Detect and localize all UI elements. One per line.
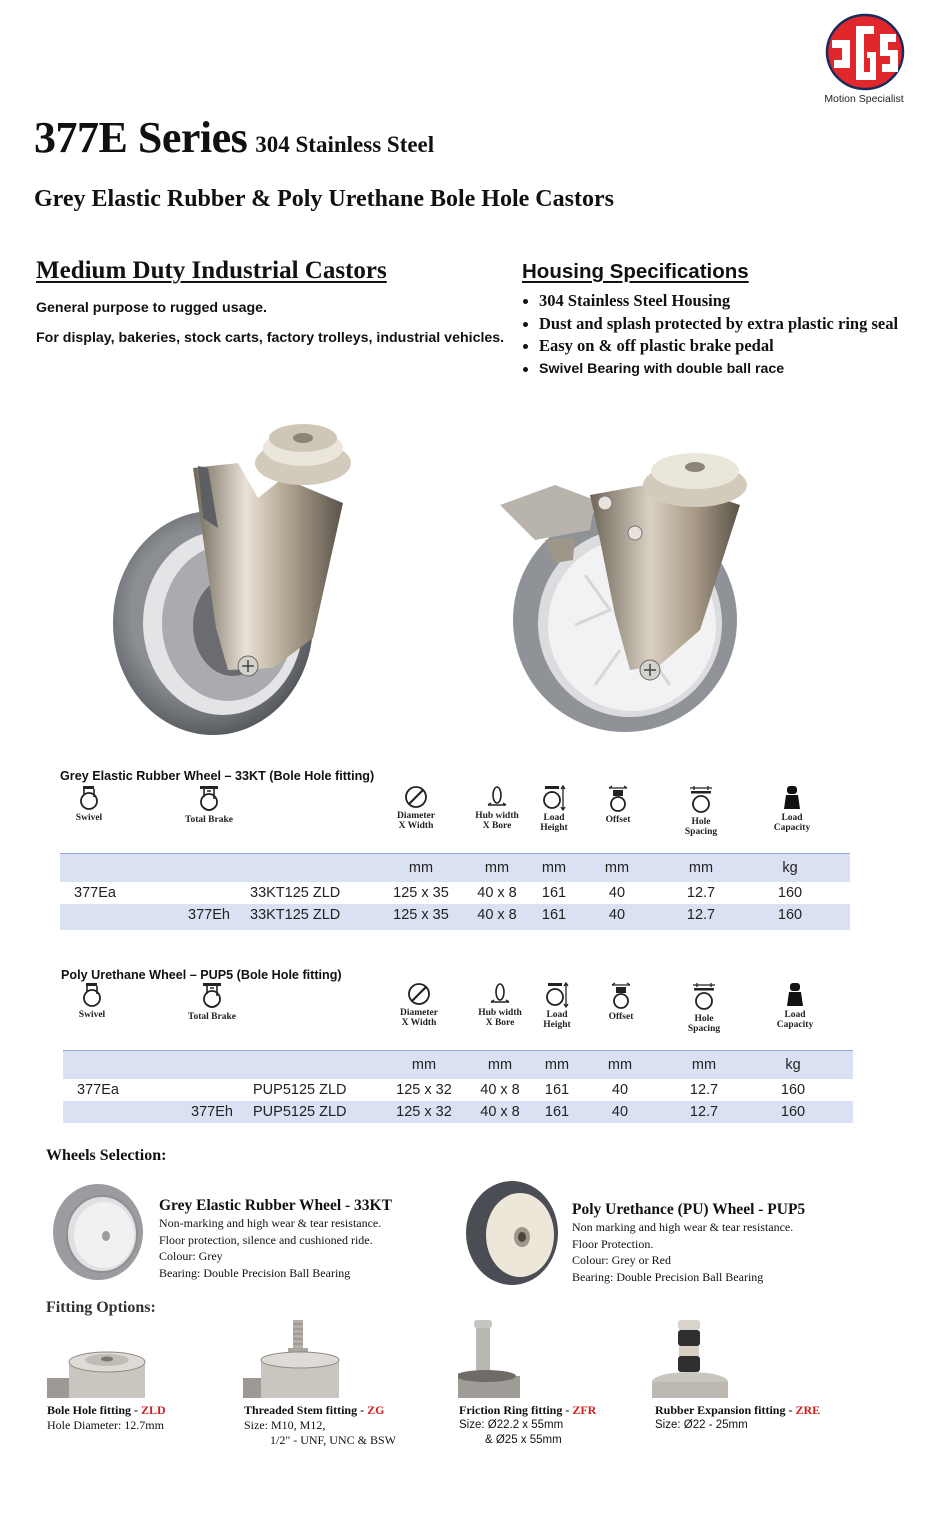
- col-header-load-capacity: Load Capacity: [768, 785, 816, 833]
- housing-heading: Housing Specifications: [522, 260, 749, 283]
- fitting-card-zld: [47, 1403, 166, 1433]
- rubber-expansion-fitting-image: [652, 1318, 728, 1398]
- cell-hole: 12.7: [689, 1082, 719, 1098]
- spec-table-pup5: [63, 982, 853, 1123]
- fitting-title: Threaded Stem fitting - ZG: [244, 1403, 385, 1417]
- unit-hub: mm: [487, 1057, 513, 1073]
- load-height-icon: [545, 982, 569, 1008]
- table-title: Grey Elastic Rubber Wheel – 33KT (Bole Hole fitting): [60, 769, 375, 783]
- col-header-swivel: Swivel: [70, 785, 108, 823]
- cell-hub: 40 x 8: [477, 907, 517, 923]
- series-material: 304 Stainless Steel: [255, 132, 435, 157]
- col-header-load-height: Load Height: [539, 982, 575, 1030]
- col-header-hub: Hub width X Bore: [473, 982, 527, 1028]
- wheel-title: Grey Elastic Rubber Wheel - 33KT: [159, 1197, 392, 1214]
- wheel-bearing: Bearing: Double Precision Ball Bearing: [159, 1265, 351, 1280]
- table-icon-header: [60, 785, 850, 853]
- col-header-hub: Hub width X Bore: [470, 785, 524, 831]
- cell-hub: 40 x 8: [480, 1082, 520, 1098]
- total-brake-caster-image: [495, 445, 760, 735]
- col-header-diameter: Diameter X Width: [390, 785, 442, 831]
- hub-width-icon: [488, 982, 512, 1006]
- unit-load-height: mm: [544, 1057, 570, 1073]
- wheel-desc: Floor Protection.: [572, 1236, 654, 1251]
- intro-line: General purpose to rugged usage.: [36, 300, 267, 316]
- units-row: [63, 1050, 853, 1079]
- fitting-size: Hole Diameter: 12.7mm: [47, 1418, 164, 1432]
- col-header-hole-spacing: Hole Spacing: [678, 785, 724, 837]
- intro-heading: Medium Duty Industrial Castors: [36, 257, 387, 284]
- col-header-total-brake: Total Brake: [181, 982, 243, 1022]
- housing-spec-item: Easy on & off plastic brake pedal: [520, 335, 898, 358]
- cell-capacity: 160: [780, 1082, 806, 1098]
- unit-offset: mm: [604, 860, 630, 876]
- fitting-size: Size: Ø22.2 x 55mm: [459, 1419, 564, 1431]
- intro-line: For display, bakeries, stock carts, factory trolleys, industrial vehicles.: [36, 330, 505, 346]
- series-name: 377E Series: [34, 113, 248, 162]
- unit-load-height: mm: [541, 860, 567, 876]
- unit-capacity: kg: [785, 1057, 801, 1073]
- cell-hole: 12.7: [686, 907, 716, 923]
- logo-tagline: Motion Specialist: [824, 93, 904, 105]
- cell-offset: 40: [608, 907, 626, 923]
- cell-hole: 12.7: [689, 1104, 719, 1120]
- wheel-colour: Colour: Grey or Red: [572, 1253, 671, 1267]
- wheel-bearing: Bearing: Double Precision Ball Bearing: [572, 1269, 764, 1284]
- hole-spacing-icon: [689, 982, 719, 1012]
- load-height-icon: [542, 785, 566, 811]
- cell-wheel: 33KT125 ZLD: [250, 907, 341, 923]
- col-header-load-capacity: Load Capacity: [771, 982, 819, 1030]
- hole-spacing-icon: [686, 785, 716, 815]
- total-brake-icon: [197, 785, 221, 813]
- fitting-title: Friction Ring fitting - ZFR: [459, 1403, 597, 1417]
- cell-hole: 12.7: [686, 885, 716, 901]
- col-header-swivel: Swivel: [73, 982, 111, 1020]
- housing-spec-item: 304 Stainless Steel Housing: [520, 290, 898, 313]
- unit-capacity: kg: [782, 860, 798, 876]
- cell-brake: 377Eh: [188, 907, 230, 923]
- pu-wheel-image: [462, 1177, 566, 1289]
- wheel-card-33kt: [159, 1197, 392, 1281]
- cell-wheel: PUP5125 ZLD: [253, 1082, 347, 1098]
- cell-swivel: 377Ea: [77, 1082, 119, 1098]
- housing-spec-item: Dust and splash protected by extra plastic ring seal: [520, 313, 898, 336]
- fitting-size: & Ø25 x 55mm: [485, 1434, 562, 1446]
- unit-offset: mm: [607, 1057, 633, 1073]
- fitting-title: Rubber Expansion fitting - ZRE: [655, 1403, 821, 1417]
- hub-width-icon: [485, 785, 509, 809]
- fitting-size: Size: Ø22 - 25mm: [655, 1419, 748, 1431]
- unit-hole: mm: [688, 860, 714, 876]
- cell-diameter: 125 x 32: [396, 1104, 452, 1120]
- fitting-options-heading: Fitting Options:: [46, 1299, 156, 1316]
- col-header-offset: Offset: [603, 982, 639, 1022]
- threaded-stem-fitting-image: [243, 1320, 351, 1398]
- cell-diameter: 125 x 35: [393, 907, 449, 923]
- cell-offset: 40: [608, 885, 626, 901]
- cell-hub: 40 x 8: [480, 1104, 520, 1120]
- diameter-icon: [407, 982, 431, 1006]
- friction-ring-fitting-image: [458, 1318, 520, 1398]
- weight-icon: [784, 982, 806, 1008]
- table-row: [60, 882, 850, 904]
- fitting-code: ZRE: [795, 1403, 821, 1417]
- weight-icon: [781, 785, 803, 811]
- col-header-offset: Offset: [600, 785, 636, 825]
- page-subtitle: Grey Elastic Rubber & Poly Urethane Bole Hole Castors: [34, 186, 614, 212]
- cell-diameter: 125 x 32: [396, 1082, 452, 1098]
- unit-diameter: mm: [408, 860, 434, 876]
- table-row: [63, 1079, 853, 1101]
- swivel-icon: [78, 785, 100, 811]
- cell-capacity: 160: [780, 1104, 806, 1120]
- fitting-card-zre: [655, 1403, 820, 1433]
- cell-load-height: 161: [544, 1082, 570, 1098]
- fitting-card-zg: [244, 1403, 396, 1448]
- table-icon-header: [63, 982, 853, 1050]
- col-header-total-brake: Total Brake: [178, 785, 240, 825]
- cell-swivel: 377Ea: [74, 885, 116, 901]
- spec-table-33kt: [60, 785, 850, 930]
- cell-capacity: 160: [777, 885, 803, 901]
- cell-capacity: 160: [777, 907, 803, 923]
- cell-load-height: 161: [541, 885, 567, 901]
- col-header-diameter: Diameter X Width: [393, 982, 445, 1028]
- fitting-code: ZG: [367, 1403, 385, 1417]
- fitting-code: ZFR: [572, 1403, 597, 1417]
- cell-diameter: 125 x 35: [393, 885, 449, 901]
- housing-spec-list: [520, 290, 898, 380]
- diameter-icon: [404, 785, 428, 809]
- wheel-desc: Non marking and high wear & tear resistance.: [572, 1220, 794, 1234]
- swivel-caster-image: [108, 408, 378, 738]
- unit-diameter: mm: [411, 1057, 437, 1073]
- fitting-size: Size: M10, M12,: [244, 1418, 326, 1432]
- housing-spec-item: Swivel Bearing with double ball race: [520, 358, 898, 381]
- unit-hub: mm: [484, 860, 510, 876]
- cell-load-height: 161: [541, 907, 567, 923]
- cell-hub: 40 x 8: [477, 885, 517, 901]
- table-row: [63, 1101, 853, 1123]
- swivel-icon: [81, 982, 103, 1008]
- cell-wheel: 33KT125 ZLD: [250, 885, 341, 901]
- wheel-card-pup5: [572, 1201, 805, 1285]
- wheel-title: Poly Urethance (PU) Wheel - PUP5: [572, 1201, 806, 1218]
- cell-offset: 40: [611, 1104, 629, 1120]
- wheels-selection-heading: Wheels Selection:: [46, 1147, 167, 1164]
- offset-icon: [607, 785, 629, 813]
- unit-hole: mm: [691, 1057, 717, 1073]
- fitting-title: Bole Hole fitting - ZLD: [47, 1403, 166, 1417]
- page-title: [34, 112, 434, 163]
- col-header-hole-spacing: Hole Spacing: [681, 982, 727, 1034]
- wheel-colour: Colour: Grey: [159, 1249, 223, 1263]
- units-row: [60, 853, 850, 882]
- table-row: [60, 904, 850, 930]
- cell-brake: 377Eh: [191, 1104, 233, 1120]
- offset-icon: [610, 982, 632, 1010]
- col-header-load-height: Load Height: [536, 785, 572, 833]
- grey-rubber-wheel-image: [50, 1180, 150, 1284]
- cell-wheel: PUP5125 ZLD: [253, 1104, 347, 1120]
- fitting-card-zfr: [459, 1403, 596, 1448]
- wheel-desc: Floor protection, silence and cushioned ride.: [159, 1232, 373, 1247]
- fitting-code: ZLD: [140, 1403, 166, 1417]
- bole-hole-fitting-image: [47, 1340, 155, 1398]
- cell-offset: 40: [611, 1082, 629, 1098]
- wheel-desc: Non-marking and high wear & tear resistance.: [159, 1216, 382, 1230]
- table-title: Poly Urethane Wheel – PUP5 (Bole Hole fitting): [61, 968, 342, 982]
- total-brake-icon: [200, 982, 224, 1010]
- fitting-size: 1/2" - UNF, UNC & BSW: [270, 1433, 396, 1447]
- cell-load-height: 161: [544, 1104, 570, 1120]
